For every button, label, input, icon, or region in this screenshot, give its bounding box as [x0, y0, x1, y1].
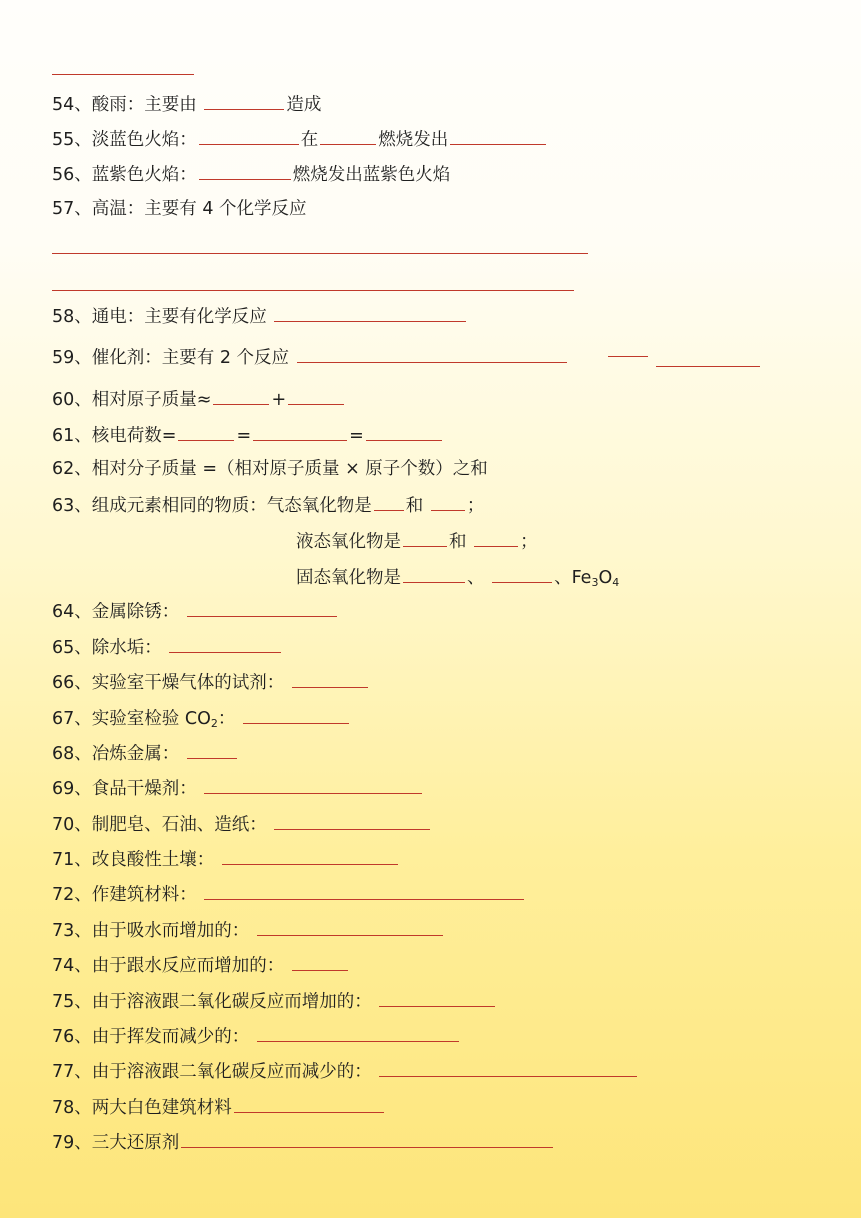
answer-blank[interactable]	[297, 344, 567, 363]
question-75	[52, 988, 497, 1014]
answer-blank[interactable]	[234, 1094, 384, 1113]
q-text: 、	[467, 568, 485, 588]
answer-blank[interactable]	[288, 386, 344, 405]
q-text: 酸雨：主要由	[91, 95, 197, 115]
q-text: 相对分子质量 =（相对原子质量 × 原子个数）之和	[91, 459, 488, 479]
answer-blank[interactable]	[204, 91, 284, 110]
q-text: 燃烧发出	[378, 130, 449, 150]
q-text: ；	[466, 496, 485, 516]
q-text: 除水垢：	[91, 638, 162, 658]
q-number: 76、	[52, 1027, 92, 1047]
answer-blank[interactable]	[253, 422, 347, 441]
question-77	[52, 1058, 639, 1084]
q-number: 56、	[52, 165, 92, 185]
answer-blank[interactable]	[222, 846, 398, 865]
q-text: 燃烧发出蓝紫色火焰	[292, 165, 451, 185]
formula-subscript: 3	[591, 576, 599, 589]
answer-blank[interactable]	[199, 161, 291, 180]
question-54	[52, 91, 321, 117]
q-number: 75、	[52, 992, 92, 1012]
q-text: 两大白色建筑材料	[91, 1098, 232, 1118]
question-78	[52, 1094, 386, 1120]
q-number: 72、	[52, 885, 92, 905]
answer-blank[interactable]	[187, 740, 237, 759]
question-68	[52, 740, 239, 766]
question-72	[52, 881, 526, 907]
answer-blank[interactable]	[178, 422, 234, 441]
question-62	[52, 457, 488, 481]
answer-blank[interactable]	[379, 1058, 637, 1077]
q-text: 通电：主要有化学反应	[91, 307, 267, 327]
answer-blank[interactable]	[366, 422, 442, 441]
q-number: 70、	[52, 815, 92, 835]
q-text: 、	[554, 568, 572, 588]
q-text: 实验室干燥气体的试剂：	[91, 673, 285, 693]
q-number: 71、	[52, 850, 92, 870]
formula-text: O	[598, 568, 613, 588]
answer-blank[interactable]	[204, 775, 422, 794]
q-text: 催化剂：主要有 2 个反应	[91, 348, 290, 368]
q-number: 77、	[52, 1062, 92, 1082]
q-text: 和	[405, 496, 424, 516]
q-number: 58、	[52, 307, 92, 327]
q-text: 实验室检验 CO	[91, 709, 211, 729]
q-text: 淡蓝色火焰：	[91, 130, 197, 150]
answer-blank[interactable]	[204, 881, 524, 900]
q-text: 由于溶液跟二氧化碳反应而减少的：	[91, 1062, 372, 1082]
answer-blank[interactable]	[274, 811, 430, 830]
q-text: 液态氧化物是	[296, 532, 401, 552]
question-63	[52, 492, 484, 518]
q-text: 组成元素相同的物质：	[91, 496, 267, 516]
question-70	[52, 811, 432, 837]
q-text: =	[236, 426, 252, 446]
answer-blank[interactable]	[431, 492, 465, 511]
q-text: 由于溶液跟二氧化碳反应而增加的：	[91, 992, 372, 1012]
answer-blank[interactable]	[274, 303, 466, 322]
answer-line-59c[interactable]	[656, 366, 760, 367]
answer-blank[interactable]	[292, 952, 348, 971]
answer-blank[interactable]	[213, 386, 269, 405]
answer-blank[interactable]	[199, 126, 299, 145]
q-number: 73、	[52, 921, 92, 941]
question-58	[52, 303, 468, 329]
answer-blank[interactable]	[379, 988, 495, 1007]
question-59	[52, 344, 569, 370]
question-65	[52, 634, 283, 660]
q-text: 造成	[286, 95, 322, 115]
q-number: 74、	[52, 956, 92, 976]
q-number: 65、	[52, 638, 92, 658]
answer-blank[interactable]	[403, 564, 465, 583]
answer-blank[interactable]	[450, 126, 546, 145]
answer-blank[interactable]	[169, 634, 281, 653]
q-text: 由于吸水而增加的：	[91, 921, 250, 941]
q-number: 64、	[52, 602, 92, 622]
answer-line-59b[interactable]	[608, 356, 648, 357]
answer-blank[interactable]	[374, 492, 404, 511]
answer-blank[interactable]	[403, 528, 447, 547]
q-text: 改良酸性土壤：	[91, 850, 215, 870]
q-number: 66、	[52, 673, 92, 693]
answer-blank[interactable]	[492, 564, 552, 583]
answer-line-57a[interactable]	[52, 253, 588, 254]
question-56	[52, 161, 450, 187]
q-text: ：	[217, 709, 236, 729]
q-number: 59、	[52, 348, 92, 368]
q-text: 金属除锈：	[91, 602, 180, 622]
answer-blank[interactable]	[257, 917, 443, 936]
q-number: 57、	[52, 199, 92, 219]
question-66	[52, 669, 370, 695]
question-61	[52, 422, 444, 448]
answer-blank[interactable]	[243, 705, 349, 724]
answer-blank[interactable]	[187, 598, 337, 617]
q-number: 78、	[52, 1098, 92, 1118]
q-number: 55、	[52, 130, 92, 150]
answer-blank[interactable]	[320, 126, 376, 145]
question-63-liquid	[296, 528, 538, 554]
answer-line-top[interactable]	[52, 74, 194, 75]
question-60	[52, 386, 346, 412]
q-text: 核电荷数=	[91, 426, 177, 446]
q-number: 68、	[52, 744, 92, 764]
q-number: 67、	[52, 709, 92, 729]
question-69	[52, 775, 424, 801]
q-text: 作建筑材料：	[91, 885, 197, 905]
q-number: 63、	[52, 496, 92, 516]
formula-subscript: 2	[210, 717, 218, 730]
q-text: ；	[520, 532, 538, 552]
q-text: 气态氧化物是	[266, 496, 372, 516]
q-number: 62、	[52, 459, 92, 479]
q-number: 54、	[52, 95, 92, 115]
formula-subscript: 4	[612, 576, 620, 589]
q-number: 69、	[52, 779, 92, 799]
answer-blank[interactable]	[257, 1023, 459, 1042]
answer-blank[interactable]	[474, 528, 518, 547]
question-79	[52, 1129, 555, 1155]
question-64	[52, 598, 339, 624]
q-text: 高温：主要有 4 个化学反应	[91, 199, 307, 219]
q-text: 食品干燥剂：	[91, 779, 197, 799]
question-55	[52, 126, 548, 152]
answer-blank[interactable]	[181, 1129, 553, 1148]
question-71	[52, 846, 400, 872]
q-number: 61、	[52, 426, 92, 446]
q-text: 由于跟水反应而增加的：	[91, 956, 285, 976]
question-76	[52, 1023, 461, 1049]
q-text: 冶炼金属：	[91, 744, 180, 764]
q-number: 79、	[52, 1133, 92, 1153]
question-73	[52, 917, 445, 943]
q-number: 60、	[52, 390, 92, 410]
question-74	[52, 952, 350, 978]
q-text: 在	[300, 130, 319, 150]
q-text: 相对原子质量≈	[91, 390, 212, 410]
q-text: +	[271, 390, 287, 410]
q-text: 制肥皂、石油、造纸：	[91, 815, 267, 835]
question-63-solid	[296, 564, 619, 595]
q-text: 由于挥发而减少的：	[91, 1027, 250, 1047]
q-text: 蓝紫色火焰：	[91, 165, 197, 185]
question-57	[52, 197, 307, 221]
answer-line-57b[interactable]	[52, 290, 574, 291]
question-67	[52, 705, 351, 736]
formula-text: Fe	[571, 568, 592, 588]
q-text: 三大还原剂	[91, 1133, 180, 1153]
q-text: 和	[449, 532, 467, 552]
answer-blank[interactable]	[292, 669, 368, 688]
q-text: 固态氧化物是	[296, 568, 401, 588]
q-text: =	[349, 426, 364, 446]
